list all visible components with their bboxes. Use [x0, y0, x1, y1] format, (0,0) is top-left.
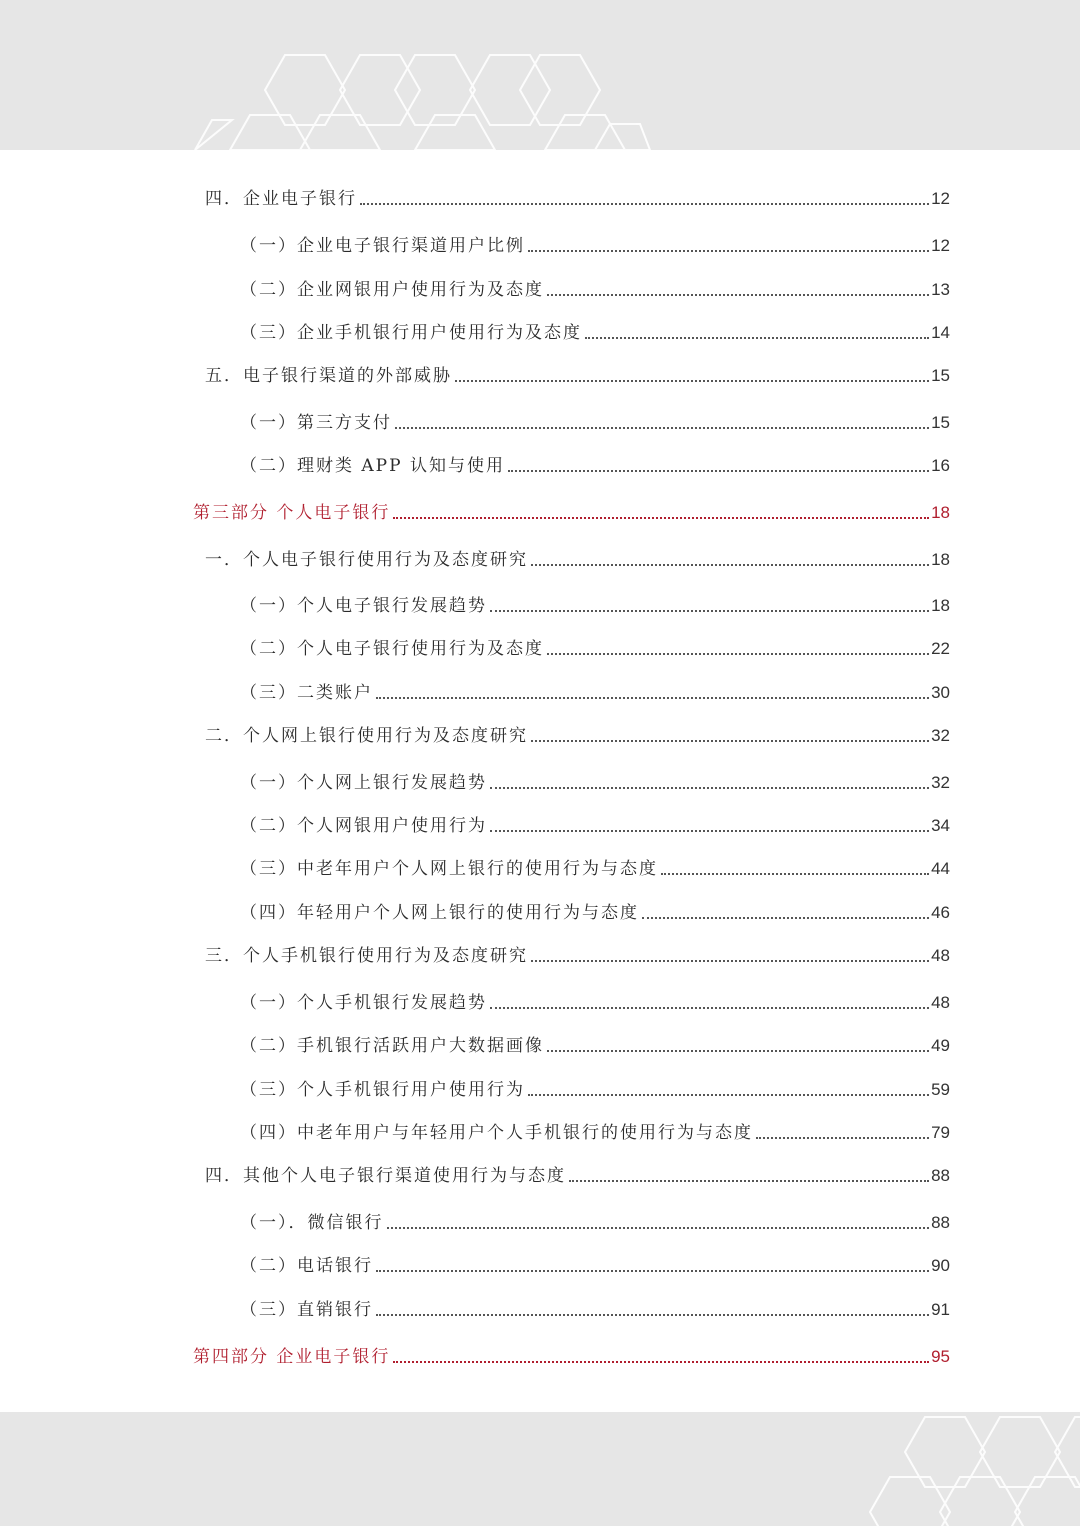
toc-entry[interactable]	[240, 1071, 950, 1101]
toc-entry-label: （二）电话银行	[240, 1256, 373, 1276]
toc-entry[interactable]	[240, 587, 950, 617]
dot-leader	[531, 740, 929, 742]
toc-entry-page: 32	[931, 773, 950, 792]
toc-entry-page: 18	[931, 550, 950, 569]
dot-leader	[395, 427, 929, 429]
toc-entry[interactable]	[240, 314, 950, 344]
dot-leader	[376, 1270, 929, 1272]
toc-entry-label: （四）中老年用户与年轻用户个人手机银行的使用行为与态度	[240, 1123, 753, 1143]
dot-leader	[547, 294, 929, 296]
toc-entry-label: 第四部分 企业电子银行	[193, 1347, 391, 1367]
toc-entry-page: 18	[931, 503, 950, 522]
header-band	[0, 0, 1080, 150]
toc-entry-label: （一）．微信银行	[240, 1213, 384, 1233]
toc-entry[interactable]	[240, 404, 950, 434]
dot-leader	[490, 610, 929, 612]
toc-entry[interactable]	[205, 180, 950, 210]
toc-entry[interactable]	[240, 447, 950, 477]
toc-entry[interactable]	[240, 271, 950, 301]
toc-entry-label: （一）个人手机银行发展趋势	[240, 993, 487, 1013]
toc-entry-page: 49	[931, 1036, 950, 1055]
toc-entry[interactable]	[240, 630, 950, 660]
toc-entry[interactable]	[240, 984, 950, 1014]
toc-entry[interactable]	[240, 227, 950, 257]
dot-leader	[756, 1137, 929, 1139]
toc-entry-label: （三）二类账户	[240, 683, 373, 703]
toc-entry-page: 48	[931, 993, 950, 1012]
toc-entry[interactable]	[240, 1291, 950, 1321]
toc-entry-label: （三）中老年用户个人网上银行的使用行为与态度	[240, 859, 658, 879]
dot-leader	[531, 564, 929, 566]
hexagon-pattern-icon	[0, 1412, 1080, 1526]
toc-entry-label: （二）手机银行活跃用户大数据画像	[240, 1036, 544, 1056]
toc-entry-label: 一．个人电子银行使用行为及态度研究	[205, 550, 528, 570]
dot-leader	[547, 1050, 929, 1052]
toc-entry-page: 12	[931, 189, 950, 208]
toc-entry-page: 90	[931, 1256, 950, 1275]
dot-leader	[569, 1180, 929, 1182]
toc-entry[interactable]	[240, 1027, 950, 1057]
toc-entry-page: 30	[931, 683, 950, 702]
dot-leader	[393, 517, 929, 519]
toc-entry-label: 第三部分 个人电子银行	[193, 503, 391, 523]
toc-entry-page: 15	[931, 413, 950, 432]
dot-leader	[360, 203, 929, 205]
toc-entry[interactable]	[240, 1114, 950, 1144]
toc-entry-label: 五．电子银行渠道的外部威胁	[205, 366, 452, 386]
toc-entry-label: （二）个人网银用户使用行为	[240, 816, 487, 836]
toc-entry-label: （二）企业网银用户使用行为及态度	[240, 280, 544, 300]
toc-entry-page: 15	[931, 366, 950, 385]
dot-leader	[528, 1094, 929, 1096]
toc-entry[interactable]	[240, 850, 950, 880]
toc-part-entry[interactable]	[193, 494, 950, 524]
toc-entry-page: 13	[931, 280, 950, 299]
dot-leader	[490, 787, 929, 789]
toc-entry-label: （一）企业电子银行渠道用户比例	[240, 236, 525, 256]
toc-entry-label: 二．个人网上银行使用行为及态度研究	[205, 726, 528, 746]
toc-entry-page: 79	[931, 1123, 950, 1142]
toc-entry-label: （二）理财类 APP 认知与使用	[240, 456, 505, 476]
toc-entry-label: （一）第三方支付	[240, 413, 392, 433]
toc-entry[interactable]	[240, 674, 950, 704]
dot-leader	[642, 917, 929, 919]
toc-entry-label: （一）个人网上银行发展趋势	[240, 773, 487, 793]
toc-entry-label: 四．企业电子银行	[205, 189, 357, 209]
dot-leader	[393, 1361, 929, 1363]
toc-entry-label: （三）企业手机银行用户使用行为及态度	[240, 323, 582, 343]
toc-entry-label: 四．其他个人电子银行渠道使用行为与态度	[205, 1166, 566, 1186]
dot-leader	[547, 653, 929, 655]
toc-entry[interactable]	[240, 1204, 950, 1234]
toc-entry-page: 16	[931, 456, 950, 475]
toc-entry-page: 32	[931, 726, 950, 745]
toc-entry-page: 59	[931, 1080, 950, 1099]
toc-entry-page: 12	[931, 236, 950, 255]
toc-entry-label: （三）直销银行	[240, 1300, 373, 1320]
toc-entry-page: 14	[931, 323, 950, 342]
toc-entry[interactable]	[240, 807, 950, 837]
toc-entry-label: （一）个人电子银行发展趋势	[240, 596, 487, 616]
dot-leader	[455, 380, 929, 382]
dot-leader	[490, 1007, 929, 1009]
toc-entry[interactable]	[205, 1157, 950, 1187]
toc-entry-page: 46	[931, 903, 950, 922]
dot-leader	[585, 337, 929, 339]
toc-entry-page: 18	[931, 596, 950, 615]
toc-entry-label: （四）年轻用户个人网上银行的使用行为与态度	[240, 903, 639, 923]
toc-entry-page: 91	[931, 1300, 950, 1319]
toc-entry[interactable]	[205, 357, 950, 387]
toc-entry[interactable]	[205, 541, 950, 571]
dot-leader	[387, 1227, 930, 1229]
toc-entry-page: 48	[931, 946, 950, 965]
dot-leader	[528, 250, 929, 252]
dot-leader	[531, 960, 929, 962]
toc-entry-label: （三）个人手机银行用户使用行为	[240, 1080, 525, 1100]
hexagon-pattern-icon	[0, 0, 1080, 150]
toc-entry[interactable]	[205, 937, 950, 967]
dot-leader	[508, 470, 929, 472]
dot-leader	[490, 830, 929, 832]
toc-entry-page: 44	[931, 859, 950, 878]
toc-entry[interactable]	[205, 717, 950, 747]
dot-leader	[376, 1314, 929, 1316]
toc-entry-label: （二）个人电子银行使用行为及态度	[240, 639, 544, 659]
toc-entry-label: 三．个人手机银行使用行为及态度研究	[205, 946, 528, 966]
toc-entry[interactable]	[240, 1247, 950, 1277]
toc-entry-page: 22	[931, 639, 950, 658]
footer-band	[0, 1412, 1080, 1526]
toc-entry[interactable]	[240, 764, 950, 794]
dot-leader	[661, 873, 929, 875]
toc-entry-page: 95	[931, 1347, 950, 1366]
toc-entry-page: 88	[931, 1213, 950, 1232]
toc-entry-page: 34	[931, 816, 950, 835]
dot-leader	[376, 697, 929, 699]
toc-part-entry[interactable]	[193, 1338, 950, 1368]
toc-entry[interactable]	[240, 894, 950, 924]
toc-entry-page: 88	[931, 1166, 950, 1185]
